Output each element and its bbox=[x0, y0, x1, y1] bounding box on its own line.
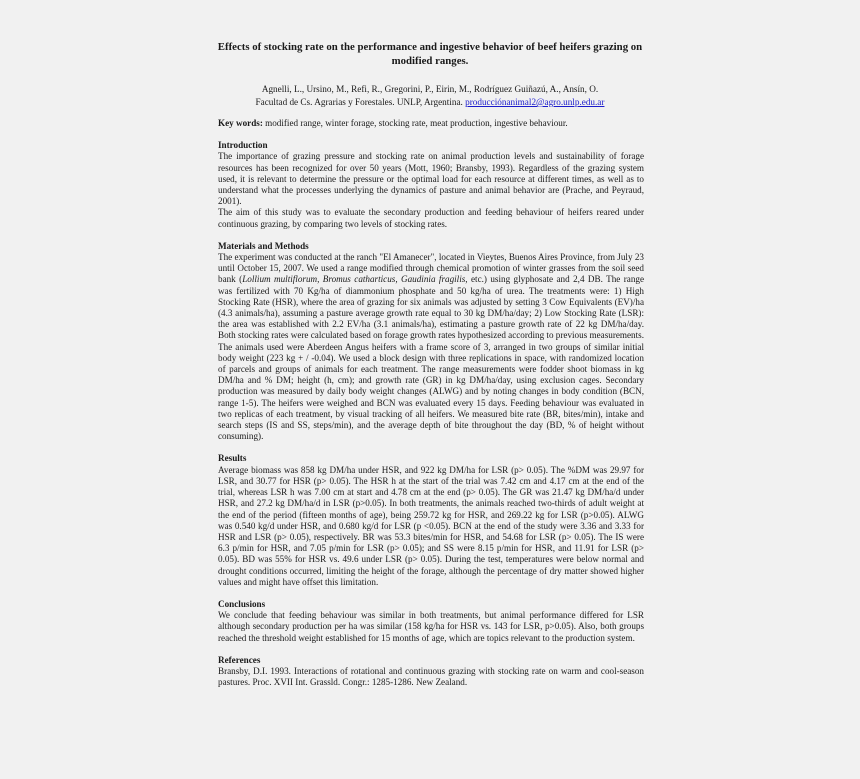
methods-text-1: The experiment was conducted at the ranch "El Amanecer", located in Vieytes, Buenos Aires Province, from July 23 until October 15, 2007. We used a range modified through chemical promotion of winter grasses from the soil seed bank ( bbox=[218, 252, 644, 285]
introduction-paragraph-1: The importance of grazing pressure and stocking rate on animal production levels and sustainability of forage resources has been recognized for over 50 years (Mott, 1960; Bransby, 1993). Regardless of the grazing system used, it is relevant to determine the pressure or the optimal load for each resource at different times, as well as to understand what the processes underlying the dynamics of pasture and animal behavior are (Prache, and Peyraud, 2001). bbox=[218, 151, 644, 207]
methods-text-2: , etc.) using glyphosate and 2,4 DB. The range was fertilized with 70 Kg/ha of diammonium phosphate and 50 kg/ha of urea. The treatments were: 1) High Stocking Rate (HSR), where the area of grazing for six animals was adjusted by setting 3 Cow Equivalents (EV)/ha (4.3 animals/ha), assuming a pasture average growth rate equal to 30 kg DM/ha/day; 2) Low Stocking Rate (LSR): the area was established with 2.2 EV/ha (3.1 animals/ha), estimating a pasture growth rate of 22 kg DM/ha/day. Both stocking rates were calculated based on forage growth rates hypothesized according to previous measurements. The animals used were Aberdeen Angus heifers with a frame score of 3, arranged in two groups of similar initial body weight (223 kg + / -0.04). We used a block design with three replications in space, with randomized location of parcels and groups of animals for each treatment. The range measurements were fodder shoot biomass in kg DM/ha and % DM; height (h, cm); and growth rate (GR) in kg DM/ha/day, using exclusion cages. Secondary production was measured by daily body weight changes (ALWG) and by noting changes in body condition (BCN, range 1-5). The heifers were weighed and BCN was evaluated every 15 days. Feeding behaviour was evaluated in two replicas of each treatment, by visual tracking of all heifers. We measured bite rate (BR, bites/min), intake and search steps (IS and SS, steps/min), and the average depth of bite throughout the day (BD, % of height without consuming). bbox=[218, 274, 644, 442]
email-link[interactable]: producciónanimal2@agro.unlp.edu.ar bbox=[465, 97, 605, 107]
conclusions-heading: Conclusions bbox=[218, 598, 266, 609]
keywords-line bbox=[218, 118, 644, 129]
paper-title: Effects of stocking rate on the performance and ingestive behavior of beef heifers grazing on modified ranges. bbox=[217, 41, 643, 67]
paper-body bbox=[218, 118, 644, 688]
methods-heading: Materials and Methods bbox=[218, 240, 309, 251]
conclusions-paragraph: We conclude that feeding behaviour was similar in both treatments, but animal performance differed for LSR although secondary production per ha was similar (158 kg/ha for HSR vs. 143 for LSR, p>0.05). Also, both groups reached the threshold weight established for 15 months of age, which are topics relevant to the production system. bbox=[218, 610, 644, 643]
affiliation: Facultad de Cs. Agrarias y Forestales. UNLP, Argentina. bbox=[255, 97, 463, 107]
reference-item: Bransby, D.I. 1993. Interactions of rotational and continuous grazing with stocking rate on warm and cool-season pastures. Proc. XVII Int. Grassld. Congr.: 1285-1286. New Zealand. bbox=[218, 665, 644, 688]
keywords-label: Key words: bbox=[218, 118, 263, 128]
results-heading: Results bbox=[218, 453, 247, 464]
author-list: Agnelli, L., Ursino, M., Refi, R., Gregorini, P., Eirin, M., Rodríguez Guiñazú, A., Ansín, O. bbox=[261, 84, 599, 94]
keywords: modified range, winter forage, stocking rate, meat production, ingestive behaviour. bbox=[265, 118, 568, 128]
results-paragraph: Average biomass was 858 kg DM/ha under HSR, and 922 kg DM/ha for LSR (p> 0.05). The %DM was 29.97 for LSR, and 30.77 for HSR (p> 0.05). The HSR h at the start of the trial was 7.42 cm and 4.17 cm at the end of the trial, whereas LSR h was 7.00 cm at start and 4.78 cm at the end (p> 0.05). The GR was 21.47 kg DM/ha/d under HSR, and 27.2 kg DM/ha/d in LSR (p>0.05). In both treatments, the animals reached two-thirds of adult weight at the end of the period (fifteen months of age), being 259.72 kg for HSR, and 269.22 kg for LSR (p>0.05). ALWG was 0.540 kg/d under HSR, and 0.680 kg/d for LSR (p <0.05). BCN at the end of the study were 3.36 and 3.33 for HSR and LSR (p> 0.05), respectively. BR was 53.3 bites/min for HSR, and 54.68 for LSR (p> 0.05). The IS were 6.3 p/min for HSR, and 7.05 p/min for LSR (p> 0.05); and SS were 8.15 p/min for HSR, and 11.91 for LSR (p> 0.05). BD was 55% for HSR vs. 49.6 under LSR (p> 0.05). During the test, temperatures were below normal and drought conditions occurred, limiting the height of the forage, although the percentage of dry matter showed higher values and might have offset this limitation. bbox=[218, 464, 644, 587]
introduction-heading: Introduction bbox=[218, 140, 268, 151]
author-block bbox=[200, 83, 660, 109]
affiliation-line bbox=[200, 96, 660, 109]
species-names: Lollium multiflorum, Bromus catharticus, Gaudinia fragilis bbox=[242, 274, 466, 285]
methods-paragraph bbox=[218, 252, 644, 442]
introduction-paragraph-2: The aim of this study was to evaluate the secondary production and feeding behaviour of heifers reared under continuous grazing, by comparing two levels of stocking rates. bbox=[218, 207, 644, 229]
references-heading: References bbox=[218, 654, 261, 665]
